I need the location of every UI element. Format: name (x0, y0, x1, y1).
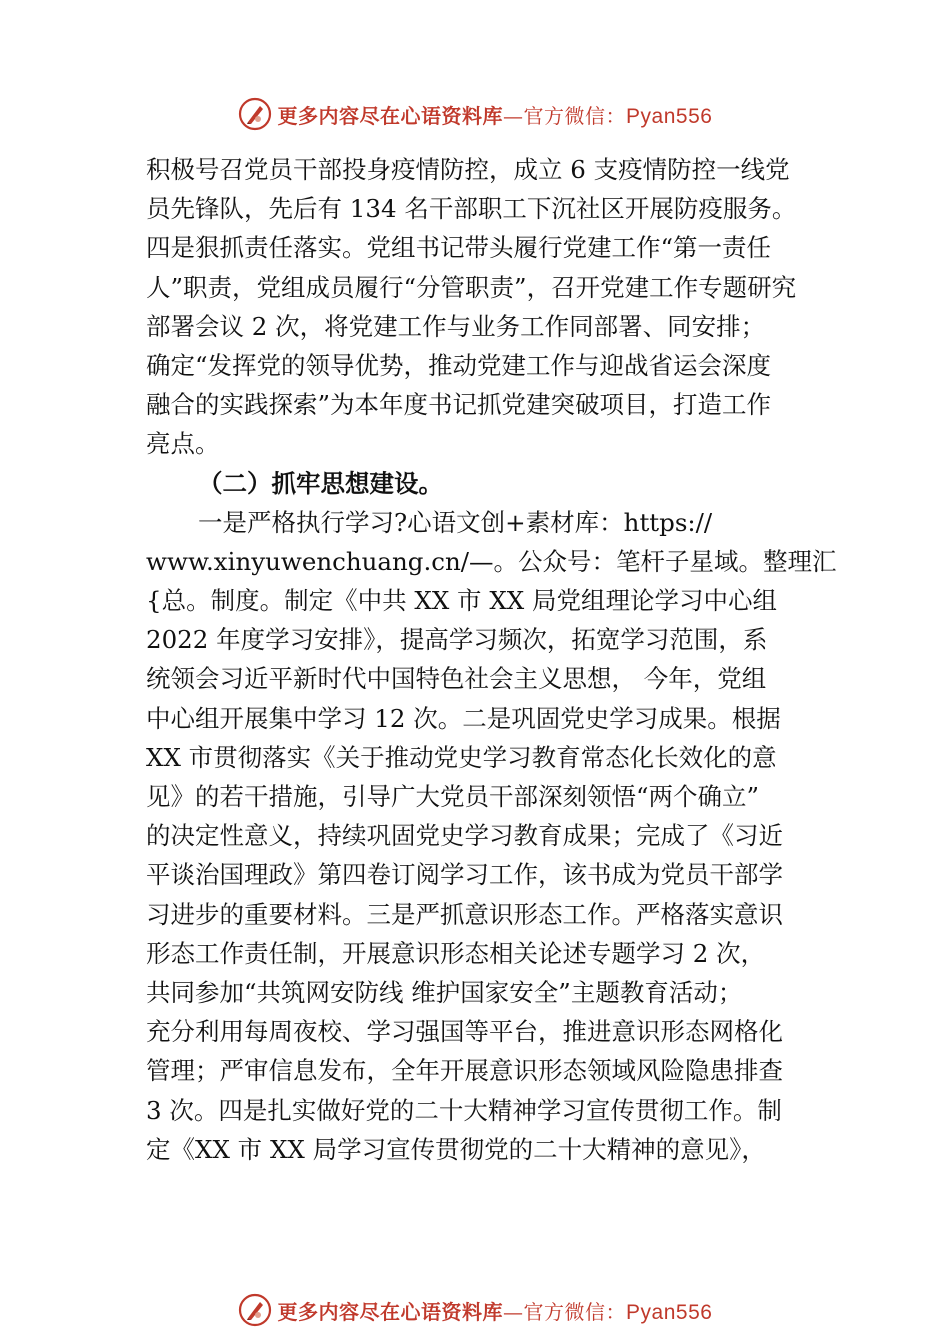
text-line: 的决定性意义，持续巩固党史学习教育成果；完成了《习近 (146, 821, 783, 851)
footer-banner-sep: — (503, 1299, 524, 1324)
header-banner-main: 更多内容尽在心语资料库 (277, 103, 504, 128)
text-line: 管理；严审信息发布，全年开展意识形态领域风险隐患排查 (146, 1056, 783, 1086)
header-banner-wechat-id: Pyan556 (626, 104, 713, 128)
header-banner-sep: — (503, 103, 524, 128)
section-heading: （二）抓牢思想建设。 (198, 468, 443, 498)
text-line: 四是狠抓责任落实。党组书记带头履行党建工作“第一责任 (146, 233, 772, 263)
text-line: {总。制度。制定《中共 XX 市 XX 局党组理论学习中心组 (146, 586, 778, 616)
text-line: 一是严格执行学习?心语文创+素材库：https:// (198, 507, 713, 537)
text-line: 员先锋队，先后有 134 名干部职工下沉社区开展防疫服务。 (146, 194, 797, 224)
header-banner-tail: 官方微信： (523, 103, 627, 128)
footer-banner-tail: 官方微信： (523, 1299, 627, 1324)
pen-logo-icon (238, 1293, 272, 1327)
text-line: 习进步的重要材料。三是严抓意识形态工作。严格落实意识 (146, 899, 783, 929)
text-line: 3 次。四是扎实做好党的二十大精神学习宣传贯彻工作。制 (146, 1095, 782, 1125)
text-line: 融合的实践探索”为本年度书记抓党建突破项目，打造工作 (146, 390, 772, 420)
text-line: 充分利用每周夜校、学习强国等平台，推进意识形态网格化 (146, 1017, 783, 1047)
footer-banner (0, 1290, 950, 1330)
document-body (146, 150, 837, 1169)
header-banner-text (278, 100, 713, 129)
text-line: 见》的若干措施，引导广大党员干部深刻领悟“两个确立” (146, 782, 760, 811)
text-line: 2022 年度学习安排》，提高学习频次，拓宽学习范围，系 (146, 625, 768, 655)
text-line: 共同参加“共筑网安防线 维护国家安全”主题教育活动； (146, 977, 743, 1007)
text-line: 积极号召党员干部投身疫情防控，成立 6 支疫情防控一线党 (146, 155, 790, 184)
footer-banner-text (278, 1296, 713, 1325)
header-banner (0, 94, 950, 134)
footer-banner-main: 更多内容尽在心语资料库 (277, 1299, 504, 1324)
text-line: 定《XX 市 XX 局学习宣传贯彻党的二十大精神的意见》， (146, 1134, 766, 1164)
footer-banner-wechat-id: Pyan556 (626, 1300, 713, 1324)
text-line: 人”职责，党组成员履行“分管职责”，召开党建工作专题研究 (146, 272, 797, 302)
text-line: www.xinyuwenchuang.cn/—。公众号：笔杆子星域。整理汇 (146, 546, 837, 576)
text-line: 平谈治国理政》第四卷订阅学习工作，该书成为党员干部学 (146, 860, 783, 890)
text-line: 确定“发挥党的领导优势，推动党建工作与迎战省运会深度 (146, 350, 772, 380)
text-line: 亮点。 (146, 429, 220, 459)
text-line: 形态工作责任制，开展意识形态相关论述专题学习 2 次， (146, 938, 766, 968)
pen-logo-icon (238, 97, 272, 131)
text-line: 统领会习近平新时代中国特色社会主义思想， 今年，党组 (146, 664, 767, 694)
text-line: 中心组开展集中学习 12 次。二是巩固党史学习成果。根据 (146, 703, 781, 733)
text-line: 部署会议 2 次，将党建工作与业务工作同部署、同安排； (146, 311, 766, 341)
text-line: XX 市贯彻落实《关于推动党史学习教育常态化长效化的意 (146, 742, 777, 772)
